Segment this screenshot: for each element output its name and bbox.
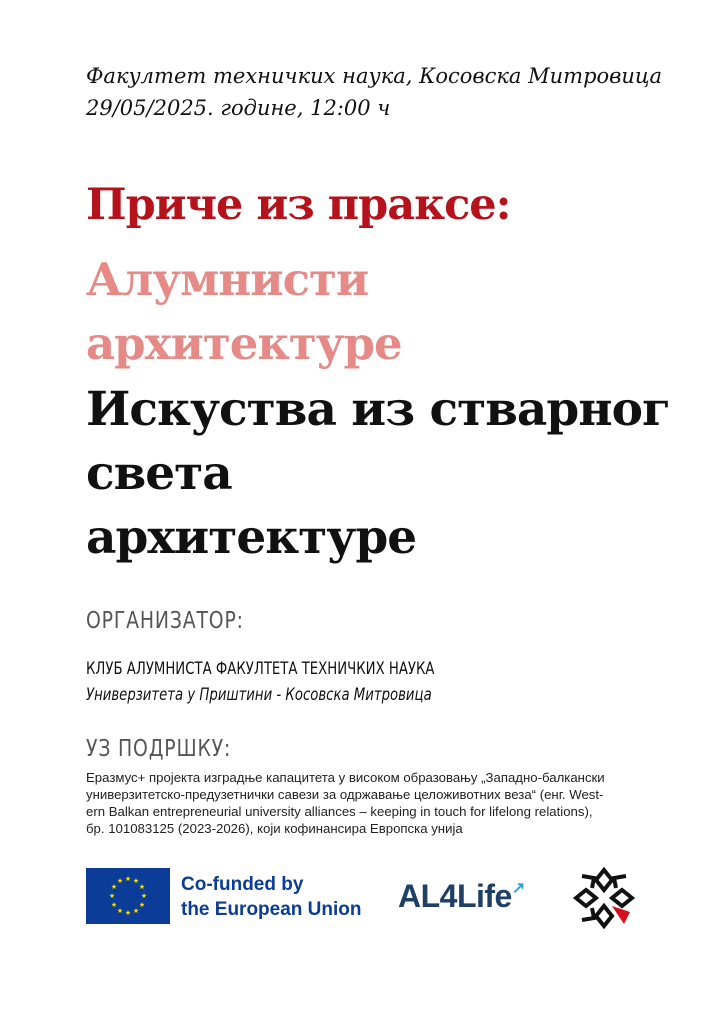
arrow-up-right-icon: ↗ bbox=[511, 880, 525, 897]
organizer-heading: ОРГАНИЗАТОР: bbox=[86, 608, 244, 634]
support-line-1: Еразмус+ пројекта изградње капацитета у високом образовању „Западно-балкански bbox=[86, 770, 605, 785]
svg-text:★: ★ bbox=[116, 877, 124, 885]
event-venue: Факултет техничких наука, Косовска Митровица bbox=[86, 64, 663, 88]
title-line-3: архитектуре bbox=[86, 317, 402, 370]
event-header bbox=[86, 60, 662, 124]
svg-text:★: ★ bbox=[140, 892, 148, 900]
organizer-line-2: Универзитета у Приштини - Косовска Митровица bbox=[86, 685, 432, 705]
organizer-line-1: КЛУБ АЛУМНИСТА ФАКУЛТЕТА ТЕХНИЧКИХ НАУКА bbox=[86, 659, 435, 679]
title-line-1: Приче из праксе: bbox=[86, 180, 511, 230]
title-main bbox=[86, 378, 725, 570]
svg-text:★: ★ bbox=[110, 883, 118, 891]
svg-text:★: ★ bbox=[108, 892, 116, 900]
svg-text:★: ★ bbox=[132, 907, 140, 915]
svg-text:★: ★ bbox=[116, 907, 124, 915]
svg-text:★: ★ bbox=[124, 909, 132, 917]
al4life-logo bbox=[398, 878, 525, 915]
faculty-emblem-icon bbox=[572, 866, 636, 930]
event-datetime: 29/05/2025. године, 12:00 ч bbox=[86, 96, 391, 120]
svg-text:★: ★ bbox=[138, 883, 146, 891]
svg-text:★: ★ bbox=[138, 901, 146, 909]
title-subtitle bbox=[86, 248, 402, 376]
eu-flag-icon bbox=[86, 868, 170, 924]
svg-text:★: ★ bbox=[132, 877, 140, 885]
title-line-4: Искуства из стварног света bbox=[86, 382, 670, 501]
title-line-5: архитектуре bbox=[86, 510, 417, 565]
support-line-4: бр. 101083125 (2023-2026), који кофинансира Европска унија bbox=[86, 821, 463, 836]
title-line-2: Алумнисти bbox=[86, 253, 369, 306]
support-line-3: ern Balkan entrepreneurial university alliances – keeping in touch for lifelong relations), bbox=[86, 804, 593, 819]
support-line-2: универзитетско-предузетнички савези за одржавање целоживотних веза“ (енг. West- bbox=[86, 787, 604, 802]
eu-text-line-1: Co-funded by bbox=[181, 874, 304, 895]
support-heading: УЗ ПОДРШКУ: bbox=[86, 736, 232, 762]
eu-text-line-2: the European Union bbox=[181, 899, 362, 920]
support-text bbox=[86, 769, 646, 837]
organizer-block bbox=[86, 656, 492, 708]
svg-text:★: ★ bbox=[124, 875, 132, 883]
al4life-text: AL4Life bbox=[398, 878, 512, 914]
eu-cofunded-text bbox=[181, 872, 362, 922]
svg-text:★: ★ bbox=[110, 901, 118, 909]
